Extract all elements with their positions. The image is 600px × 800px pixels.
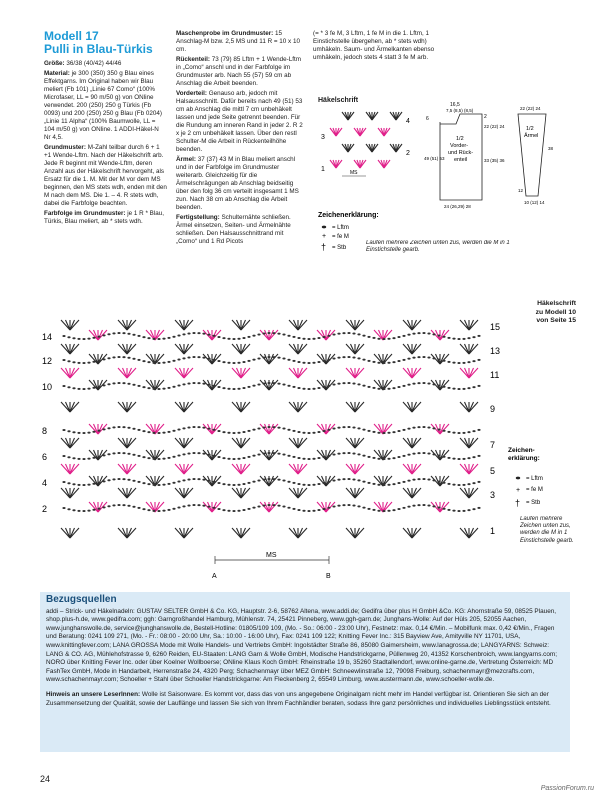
sch-armhole: 33 (35) 36 xyxy=(484,158,505,163)
big-fan xyxy=(175,320,193,330)
small-fan xyxy=(378,160,390,168)
small-fan xyxy=(342,144,354,152)
big-fan xyxy=(403,368,421,378)
big-fan xyxy=(260,450,278,460)
legend2-lftm: = Lftm xyxy=(526,476,543,482)
rueckenteil-text: 73 (79) 85 Lftm + 1 Wende-Lftm in „Como“ anschl und in der Farbfolge im Grundmuster arb. Nach 55 (57) 59 cm ab Anschlag die Arbeit beenden. xyxy=(176,56,302,87)
big-fan xyxy=(260,476,278,486)
row-label-7: 7 xyxy=(490,440,496,450)
big-fan xyxy=(403,438,421,448)
row-label-6: 6 xyxy=(42,452,48,462)
small-fan xyxy=(366,112,378,120)
farbfolge-label: Farbfolge im Grundmuster: xyxy=(44,210,126,217)
big-fan xyxy=(289,368,307,378)
big-fan xyxy=(232,528,250,538)
sch-front-4: enteil xyxy=(454,157,468,163)
big-fan xyxy=(118,528,136,538)
big-fan xyxy=(346,464,364,474)
small-fan xyxy=(342,112,354,120)
big-fan xyxy=(118,320,136,330)
legend2-stb: = Stb xyxy=(526,500,541,506)
big-fan xyxy=(118,464,136,474)
groesse-label: Größe: xyxy=(44,60,65,67)
reader-hint xyxy=(46,691,564,708)
row-label-11: 11 xyxy=(490,370,500,380)
hint-label: Hinweis an unsere LeserInnen: xyxy=(46,690,141,698)
b-label: B xyxy=(326,573,331,580)
large-crochet-chart xyxy=(40,298,508,588)
sch-sleeve-len: 38 xyxy=(548,146,554,151)
a-label: A xyxy=(212,573,217,580)
legend2-title-2: erklärung: xyxy=(508,455,540,462)
big-fan xyxy=(346,344,364,354)
row-label-2: 2 xyxy=(42,504,48,514)
big-fan xyxy=(460,402,478,412)
row-label-14: 14 xyxy=(42,332,53,342)
big-fan xyxy=(232,344,250,354)
ms-label: MS xyxy=(266,552,277,559)
legend2-stb-symbol: † xyxy=(515,498,521,508)
big-fan xyxy=(203,476,221,486)
big-fan xyxy=(232,320,250,330)
page-number: 24 xyxy=(40,774,51,784)
big-fan xyxy=(289,528,307,538)
big-fan xyxy=(61,368,79,378)
big-fan xyxy=(289,344,307,354)
row-label-8: 8 xyxy=(42,426,48,436)
aermel-text: 37 (37) 43 M in Blau meliert anschl und in der Farbfolge im Grundmuster weiterarb. Gleichzeitig für die Ärmelschrägungen ab Anschlag beidseitig über den folg 36 cm verteilt insgesamt 1 MS zun. Nach 38 cm ab Anschlag die Arbeit beenden. xyxy=(176,156,299,211)
big-fan xyxy=(232,464,250,474)
sch-shoulder: 2 xyxy=(484,114,487,120)
fertigstellung-text: Schulternähte schließen. Ärmel einsetzen, Seiten- und Ärmelnähte schließen. Den Halsausschnittrand mit „Como“ und 1 Rd Picots xyxy=(176,214,291,245)
big-fan xyxy=(260,354,278,364)
sch-height: 49 (51) 53 xyxy=(424,156,445,161)
row-label-15: 15 xyxy=(490,322,501,332)
vorderteil-label: Vorderteil: xyxy=(176,90,208,97)
big-fan xyxy=(175,464,193,474)
big-fan xyxy=(203,424,221,434)
col3-text: (= * 3 fe M, 3 Lftm, 1 fe M in die 1. Lftm, 1 Einstichstelle übergehen, ab * stets wdh) umhäkeln. Saum- und Ärmelkanten ebenso umhäkeln, jedoch stets 4 statt 3 fe M arb. xyxy=(313,30,435,61)
fem-symbol: + xyxy=(322,233,327,240)
big-fan xyxy=(175,402,193,412)
row-label-1: 1 xyxy=(490,526,496,536)
small-row-1: 1 xyxy=(321,166,325,173)
small-fan xyxy=(330,160,342,168)
big-fan xyxy=(175,488,193,498)
material-text: je 300 (350) 350 g Blau eines Effektgarns. Im Original haben wir Blau meliert (Fb 101) „Linie 67 Como“ (100% Microfaser, LL = 90 m/50 g) von ONline verwendet. 200 (250) 250 g Türkis (Fb 0093) und 200 (250) 250 g Blau (Fb 0204) „Linie 11 Alpha“ (100% Baumwolle, LL = 104 m/50 g) von ONline. 1 ADDI-Häkel-N Nr 4,5. xyxy=(44,70,162,141)
big-fan xyxy=(61,464,79,474)
big-fan xyxy=(403,402,421,412)
big-fan xyxy=(460,488,478,498)
row-label-12: 12 xyxy=(42,356,53,366)
sch-front-2: Vorder- xyxy=(450,143,469,149)
aermel-label: Ärmel: xyxy=(176,156,196,163)
maschenprobe-text: 15 Anschlag-M bzw. 2,5 MS und 11 R = 10 x 10 cm. xyxy=(176,30,300,53)
big-fan xyxy=(260,380,278,390)
legend-top-lftm: = Lftm xyxy=(332,225,349,231)
sources-body: addi – Strick- und Häkelnadeln: GUSTAV SELTER GmbH & Co. KG, Hauptstr. 2-6, 58762 Altena, www.addi.de; Gedifra über plus H GmbH &Co. KG: Ahornstraße 59, 08525 Plauen, shop.plus-h.de, www.gedifra.com; ggh: Garngroßhandel Hamburg, Mühlenstr. 74, 25421 Pinneberg, www.ggh-garn.de; Junghans-Wolle: Auf der Hüls 205, 52055 Aachen, www.junghanswolle.de, service@junghanswolle.de, Bestell-Hotline: 01805/109 109, (Mo. - So.: 06:00 - 23:00 Uhr), Festnetz: max. 0,14 €/Min. – Mobilfunk max. 0,42 €/Min., Fragen und Beratung: 0241 109 271, (Mo. - Fr.: 08:00 - 20:00 Uhr, Sa.: 10:00 - 16:00 Uhr), Fax: 0241 109 122; Knitting Fever Inc.: 315 Bayview Ave, Amityville NY 11701, USA, www.knittingfever.com; LANA GROSSA Mode mit Wolle Handels- und Vertriebs GmbH: Ingolstädter Straße 86, 85080 Gaimersheim, www.lanagrossa.de; LANGYARNS: Schweiz: LANG & CO. AG, Mühlehofstrasse 9, 6260 Reiden, EU-Staaten: LANG Garn & Wolle GmbH, Modische Handstrickgarne, Püllenweg 20, 41352 Korschenbroich, www.langyarns.com; NORO über Knitting Fever Inc. oder über Koelner Wollboerse; ONline Klaus Koch GmbH: Rheinstraße 19 b, 35260 Stadtallendorf, www.online-garne.de, Vertretung Österreich: MD FashTex GmbH, Mode in Handarbeit, Herrenstraße 24, 4320 Perg; Schachenmayr über MEZ GmbH: Schneewlinstraße 12, 79098 Freiburg, schachenmayr@mezcrafts.com, www.schachenmayr.com; Schoeller + Stahl über Schoeller Handstrickgarne: Am Fleckenberg 2, 65549 Limburg, www.austermann.de, www.schoeller-wolle.de. xyxy=(46,607,558,684)
sch-top-width: 16,5 xyxy=(450,102,460,108)
model-number: Modell 17 xyxy=(44,29,99,43)
hs2-line-2: zu Modell 10 xyxy=(535,308,576,316)
grundmuster-text: M-Zahl teilbar durch 6 + 1 +1 Wende-Lftm. Nach der Häkelschrift arb. Jede R beginnt mit Wende-Lftm, deren Anzahl aus der Häkelschrift hervorgeht, als Ersatz für die 1. M. Mit der M vor dem MS beginnen, den MS stets wdh, enden mit den M nach dem MS. Die 1. – 4. R stets wdh, dabei die Farbfolge beachten. xyxy=(44,144,167,207)
big-fan xyxy=(203,330,221,340)
sch-front-3: und Rück- xyxy=(448,150,474,156)
big-fan xyxy=(118,344,136,354)
sch-sleeve-2: Ärmel xyxy=(524,133,539,139)
big-fan xyxy=(232,368,250,378)
big-fan xyxy=(403,344,421,354)
instructions-column-1 xyxy=(44,60,167,228)
small-ms-label: MS xyxy=(350,170,358,176)
legend-top xyxy=(318,210,548,258)
big-fan xyxy=(175,344,193,354)
sch-sleeve-bottom: 10 (12) 14 xyxy=(524,200,545,205)
big-fan xyxy=(203,502,221,512)
small-fan xyxy=(390,144,402,152)
row-label-9: 9 xyxy=(490,404,496,414)
big-fan xyxy=(346,368,364,378)
large-chart-symbols xyxy=(61,320,481,538)
legend2-note: Laufen mehrere Zeichen unten zus, werden die M in 1 Einstichstelle gearb. xyxy=(520,516,574,544)
rueckenteil-label: Rückenteil: xyxy=(176,56,210,63)
big-fan xyxy=(203,380,221,390)
row-label-10: 10 xyxy=(42,382,53,392)
big-fan xyxy=(118,402,136,412)
hs2-line-1: Häkelschrift xyxy=(537,300,576,307)
big-fan xyxy=(460,344,478,354)
big-fan xyxy=(232,438,250,448)
model-name: Pulli in Blau-Türkis xyxy=(44,42,153,56)
small-fan xyxy=(378,128,390,136)
big-fan xyxy=(260,424,278,434)
large-chart-title xyxy=(500,300,576,326)
vorderteil-text: Genauso arb, jedoch mit Halsausschnitt. Dafür bereits nach 49 (51) 53 cm ab Anschlag die mittl 7 cm unbehäkelt lassen und jede Seite getrennt beenden. Für die Rundung am inneren Rand in jeder 2. R 2 x je 2 cm unbehäkelt lassen. Über den restl Schulter-M die Arbeit in Rückenteilhöhe beenden. xyxy=(176,90,303,153)
sch-bottom: 24 (26,29) 28 xyxy=(444,204,471,209)
small-row-3: 3 xyxy=(321,134,325,141)
small-chart-symbols xyxy=(330,112,402,168)
big-fan xyxy=(61,528,79,538)
small-fan xyxy=(354,160,366,168)
big-fan xyxy=(460,528,478,538)
big-fan xyxy=(61,320,79,330)
big-fan xyxy=(346,528,364,538)
sch-sleeve-top: 22 (22) 24 xyxy=(520,106,541,111)
big-fan xyxy=(61,438,79,448)
big-fan xyxy=(289,402,307,412)
legend-top-fem: = fe M xyxy=(332,234,349,240)
groesse-text: 36/38 (40/42) 44/46 xyxy=(66,60,122,67)
maschenprobe-label: Maschenprobe im Grundmuster: xyxy=(176,30,274,37)
big-fan xyxy=(260,330,278,340)
hs2-line-3: von Seite 15 xyxy=(536,317,576,324)
legend2-lftm-symbol xyxy=(516,477,520,480)
big-fan xyxy=(203,450,221,460)
big-fan xyxy=(403,528,421,538)
sources-box xyxy=(40,592,570,752)
small-row-4: 4 xyxy=(406,118,410,125)
instructions-column-3 xyxy=(313,30,439,64)
big-fan xyxy=(289,464,307,474)
big-fan xyxy=(61,488,79,498)
big-fan xyxy=(118,488,136,498)
sch-sleeve-1: 1/2 xyxy=(526,126,534,132)
sch-front-1: 1/2 xyxy=(456,136,464,142)
row-label-13: 13 xyxy=(490,346,501,356)
sources-title: Bezugsquellen xyxy=(46,594,117,605)
instructions-column-2 xyxy=(176,30,304,248)
big-fan xyxy=(460,320,478,330)
big-fan xyxy=(232,488,250,498)
big-fan xyxy=(289,488,307,498)
watermark: PassionForum.ru xyxy=(540,785,594,792)
small-crochet-chart xyxy=(318,108,416,178)
legend2-fem-symbol: + xyxy=(516,487,521,494)
legend2-title-1: Zeichen- xyxy=(508,447,535,454)
big-fan xyxy=(346,402,364,412)
big-fan xyxy=(175,438,193,448)
big-fan xyxy=(289,438,307,448)
small-fan xyxy=(366,144,378,152)
big-fan xyxy=(460,464,478,474)
row-label-4: 4 xyxy=(42,478,48,488)
small-fan xyxy=(330,128,342,136)
legend-top-note: Laufen mehrere Zeichen unten zus, werden die M in 1 Einstichstelle gearb. xyxy=(366,240,510,253)
stb-symbol: † xyxy=(321,242,327,252)
big-fan xyxy=(203,354,221,364)
small-fan xyxy=(390,112,402,120)
big-fan xyxy=(403,320,421,330)
row-label-3: 3 xyxy=(490,490,496,500)
size-schematic xyxy=(422,100,558,212)
row-label-5: 5 xyxy=(490,466,496,476)
legend-large xyxy=(506,444,582,584)
big-fan xyxy=(61,344,79,354)
farbfolge-text: je 1 R * Blau, Türkis, Blau meliert, ab * stets wdh. xyxy=(44,210,165,225)
small-row-2: 2 xyxy=(406,150,410,157)
small-fan xyxy=(354,128,366,136)
big-fan xyxy=(289,320,307,330)
big-fan xyxy=(346,320,364,330)
legend-top-stb: = Stb xyxy=(332,245,347,251)
big-fan xyxy=(403,464,421,474)
big-fan xyxy=(403,488,421,498)
big-fan xyxy=(346,488,364,498)
big-fan xyxy=(346,438,364,448)
sch-top-width-2: 7,5 (8,5) (8,5) xyxy=(446,108,474,113)
material-label: Material: xyxy=(44,70,70,77)
sch-neck: 6 xyxy=(426,116,429,122)
model-title xyxy=(44,30,153,56)
big-fan xyxy=(175,368,193,378)
big-fan xyxy=(118,368,136,378)
hint-text: Wolle ist Saisonware. Es kommt vor, dass das von uns angegebene Originalgarn nicht mehr im Handel verfügbar ist. Orientieren Sie sich an der Zusammensetzung der Qualität, sowie der Lauflänge und lassen Sie sich von Ihrem Fachhändler beraten, sodass Ihre ganz persönliches und individuelles Lieblingsstück entsteht. xyxy=(46,690,551,707)
grundmuster-label: Grundmuster: xyxy=(44,144,86,151)
big-fan xyxy=(232,402,250,412)
fertigstellung-label: Fertigstellung: xyxy=(176,214,220,221)
lftm-symbol xyxy=(322,226,326,229)
big-fan xyxy=(460,368,478,378)
legend-top-title: Zeichenerklärung: xyxy=(318,212,379,219)
big-fan xyxy=(460,438,478,448)
big-fan xyxy=(118,438,136,448)
small-chart-title: Häkelschrift xyxy=(318,97,359,104)
big-fan xyxy=(61,402,79,412)
sch-sleeve-cuff: 12 xyxy=(518,188,524,193)
big-fan xyxy=(260,502,278,512)
big-fan xyxy=(175,528,193,538)
sch-side: 22 (22) 24 xyxy=(484,124,505,129)
legend2-fem: = fe M xyxy=(526,487,543,493)
